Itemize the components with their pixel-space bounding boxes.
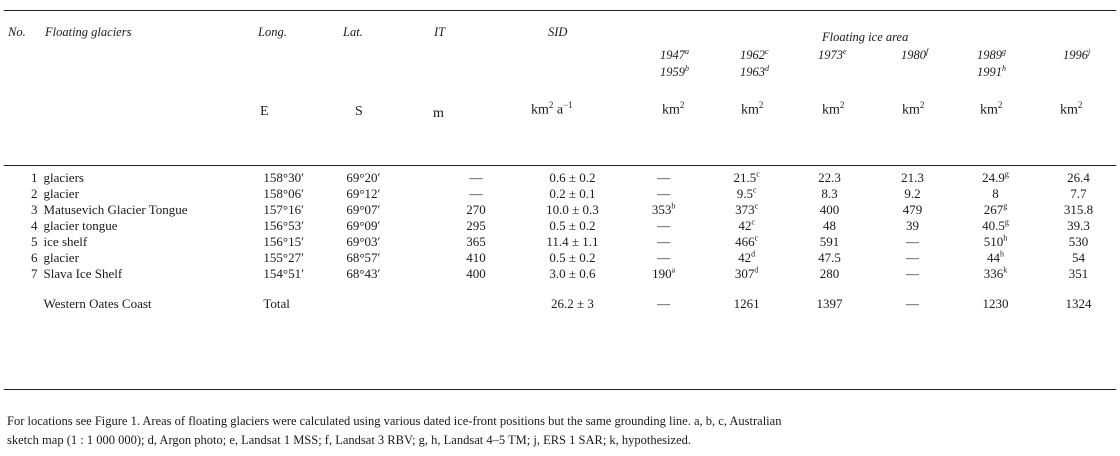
total-blank [429, 282, 522, 312]
sid-value: 0.5 ± 0.2 [549, 250, 596, 265]
area-1962-1963: 466$^c$ [735, 233, 759, 249]
area-1996: 315.8 [1063, 202, 1094, 217]
footnote-line-1: For locations see Figure 1. Areas of floating glaciers were calculated using various dated ice-front positions but the same grounding line. a, b, c, Australian [7, 414, 782, 428]
area-1962-1963: 42$^d$ [738, 249, 756, 265]
latitude: 68°57′ [346, 250, 381, 265]
sid-value: 10.0 ± 0.3 [546, 202, 599, 217]
area-1996: 351 [1068, 266, 1089, 281]
header-year-1973: 1973e [818, 47, 847, 63]
area-1989-1991: 8 [992, 186, 999, 201]
header-year-1947: 1947$^a$ [660, 47, 689, 63]
area-1989-1991: 267$^g$ [983, 201, 1008, 217]
latitude: 69°07′ [346, 202, 381, 217]
area-1973: 47.5 [818, 250, 841, 265]
area-1947-1959: 190$^a$ [652, 265, 676, 281]
longitude: 158°06′ [263, 186, 304, 201]
area-1962-1963: 21.5$^c$ [733, 169, 760, 185]
table-row [0, 202, 1120, 218]
latitude: 69°12′ [346, 186, 381, 201]
total-area-1973: 1397 [816, 296, 843, 311]
area-1947-1959: — [657, 250, 671, 265]
row-number: 2 [31, 186, 38, 201]
area-1989-1991: 336$^k$ [983, 265, 1008, 281]
ice-thickness: 400 [466, 266, 486, 281]
area-1980: — [906, 234, 919, 249]
area-1980: — [906, 266, 919, 281]
area-1989-1991: 24.9$^g$ [982, 169, 1009, 185]
row-number: 4 [31, 218, 38, 233]
total-row [0, 282, 1120, 312]
unit-area-4: $km^2$ [902, 100, 925, 118]
table-footnote [7, 412, 1115, 450]
area-1980: 9.2 [904, 186, 921, 201]
area-1980: 21.3 [901, 170, 924, 185]
ice-thickness: — [469, 170, 483, 185]
longitude: 155°27′ [263, 250, 304, 265]
sid-value: 11.4 ± 1.1 [546, 234, 599, 249]
ice-thickness: 295 [466, 218, 486, 233]
bottom-rule [4, 389, 1116, 390]
header-year-1962: 1962$^c$ [740, 47, 769, 63]
area-1973: 48 [823, 218, 837, 233]
unit-it: m [433, 106, 444, 121]
longitude: 156°53′ [263, 218, 304, 233]
unit-sid: $km^2$ $a^{-1}$ [531, 100, 573, 118]
header-name: Floating glaciers [45, 25, 132, 39]
header-year-1991: 1991$^h$ [977, 64, 1006, 80]
unit-area-5: $km^2$ [980, 100, 1003, 118]
area-1989-1991: 40.5$^g$ [982, 217, 1009, 233]
area-1973: 591 [819, 234, 840, 249]
row-number: 1 [31, 170, 38, 185]
ice-thickness: 365 [466, 234, 486, 249]
glacier-name: glacier [43, 186, 79, 201]
ice-thickness: 270 [466, 202, 486, 217]
table-row [0, 250, 1120, 266]
total-area-1989-1991: 1230 [982, 296, 1009, 311]
area-1996: 54 [1071, 250, 1085, 265]
unit-long: E [260, 104, 269, 119]
header-year-1996: 1996$^j$ [1063, 47, 1091, 63]
header-rule [4, 165, 1116, 166]
table-row [0, 218, 1120, 234]
table-row [0, 186, 1120, 202]
row-number: 5 [31, 234, 38, 249]
area-1962-1963: 307$^d$ [734, 265, 759, 281]
area-1973: 8.3 [821, 186, 838, 201]
header-no: No. [8, 25, 26, 39]
glacier-name: ice shelf [43, 234, 88, 249]
area-1962-1963: 9.5$^c$ [736, 185, 757, 201]
header-year-1959: 1959$^b$ [660, 64, 689, 80]
row-number: 3 [31, 202, 38, 217]
ice-thickness: — [469, 186, 483, 201]
longitude: 154°51′ [263, 266, 304, 281]
area-1989-1991: 44$^h$ [986, 249, 1004, 265]
area-1962-1963: 42$^c$ [738, 217, 755, 233]
area-1947-1959: 353$^b$ [651, 201, 676, 217]
area-1947-1959: — [657, 170, 671, 185]
latitude: 69°20′ [346, 170, 381, 185]
total-spacer [0, 282, 44, 312]
unit-area-3: $km^2$ [822, 100, 845, 118]
total-sid: 26.2 ± 3 [550, 296, 594, 311]
area-1973: 22.3 [818, 170, 841, 185]
glacier-name: Matusevich Glacier Tongue [43, 202, 188, 217]
longitude: 157°16′ [263, 202, 304, 217]
area-1962-1963: 373$^c$ [735, 201, 759, 217]
total-area-1980: — [906, 296, 919, 311]
total-area-1996: 1324 [1065, 296, 1092, 311]
longitude: 156°15′ [263, 234, 304, 249]
header-year-1989: 1989$^g$ [977, 47, 1006, 63]
unit-area-2: $km^2$ [741, 100, 764, 118]
header-year-1963: 1963$^d$ [740, 64, 769, 80]
glacier-name: glacier [43, 250, 79, 265]
latitude: 69°09′ [346, 218, 381, 233]
footnote-line-2: sketch map (1 : 1 000 000); d, Argon photo; e, Landsat 1 MSS; f, Landsat 3 RBV; g, h, Landsat 4–5 TM; j, ERS 1 SAR; k, hypothesized. [7, 433, 691, 447]
glacier-table [0, 170, 1120, 312]
sid-value: 0.6 ± 0.2 [549, 170, 596, 185]
total-area-1962-1963: 1261 [733, 296, 760, 311]
header-floating-area: Floating ice area [822, 30, 909, 44]
area-1980: 479 [902, 202, 923, 217]
row-number: 7 [31, 266, 38, 281]
area-1973: 280 [819, 266, 840, 281]
area-1947-1959: — [657, 186, 671, 201]
area-1996: 26.4 [1067, 170, 1090, 185]
sid-value: 0.5 ± 0.2 [549, 218, 596, 233]
glacier-name: glacier tongue [43, 218, 118, 233]
total-label: Western Oates Coast [43, 296, 152, 311]
sid-value: 3.0 ± 0.6 [549, 266, 596, 281]
latitude: 68°43′ [346, 266, 381, 281]
unit-lat: S [355, 104, 363, 119]
area-1947-1959: — [657, 218, 671, 233]
area-1980: 39 [906, 218, 919, 233]
unit-area-1: $km^2$ [662, 100, 685, 118]
area-1996: 39.3 [1067, 218, 1090, 233]
latitude: 69°03′ [346, 234, 381, 249]
total-area-1947-1959: — [657, 296, 671, 311]
area-1996: 530 [1068, 234, 1089, 249]
area-1980: — [906, 250, 919, 265]
header-lat: Lat. [343, 25, 363, 39]
sid-value: 0.2 ± 0.1 [549, 186, 596, 201]
area-1973: 400 [819, 202, 840, 217]
row-number: 6 [31, 250, 38, 265]
header-year-1980: 1980$^f$ [901, 47, 929, 63]
table-row [0, 170, 1120, 186]
total-word: Total [263, 296, 290, 311]
header-long: Long. [258, 25, 287, 39]
area-1947-1959: — [657, 234, 671, 249]
table-row [0, 234, 1120, 250]
area-1996: 7.7 [1070, 186, 1087, 201]
glacier-name: Slava Ice Shelf [43, 266, 123, 281]
top-rule [4, 10, 1116, 11]
glacier-name: glaciers [43, 170, 84, 185]
total-blank [346, 282, 429, 312]
header-sid: SID [548, 25, 568, 39]
area-1989-1991: 510$^h$ [983, 233, 1008, 249]
table-body [0, 170, 1120, 312]
table-row [0, 266, 1120, 282]
ice-thickness: 410 [466, 250, 486, 265]
longitude: 158°30′ [263, 170, 304, 185]
unit-area-6: $km^2$ [1060, 100, 1083, 118]
header-it: IT [434, 25, 446, 39]
